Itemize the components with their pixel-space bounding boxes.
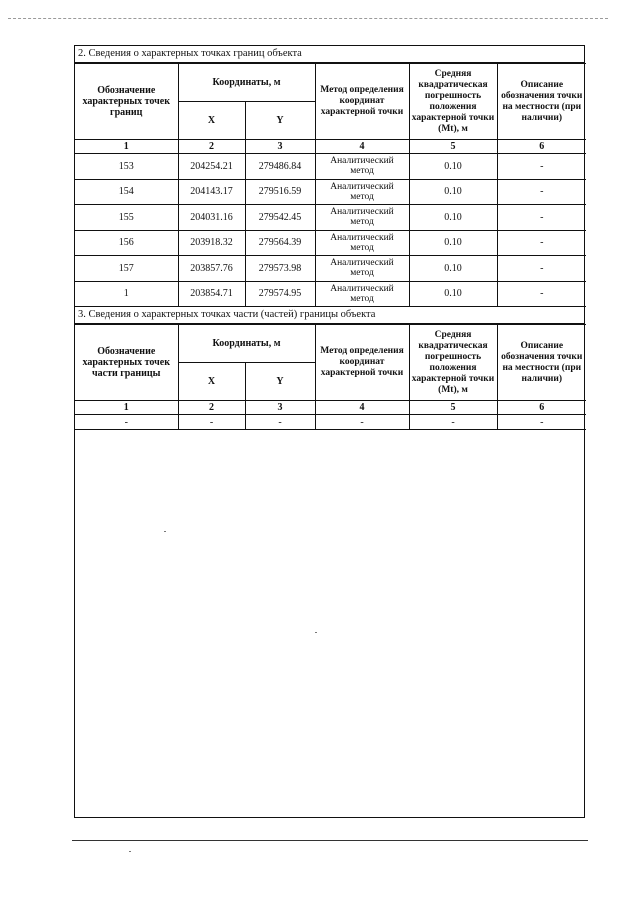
coord-x: 204031.16 <box>178 205 245 231</box>
coord-y: 279516.59 <box>245 179 315 205</box>
point-designation: 157 <box>75 256 178 282</box>
error: 0.10 <box>409 154 497 180</box>
column-numbers-row <box>75 401 586 415</box>
header-designation: Обозначение характерных точек части границы <box>75 325 178 401</box>
point-designation: 156 <box>75 230 178 256</box>
column-number: 4 <box>315 401 409 415</box>
column-number: 1 <box>75 401 178 415</box>
header-x: X <box>178 363 245 401</box>
header-error: Средняя квадратическая погрешность положения характерной точки (Mt), м <box>409 64 497 140</box>
description: - <box>497 154 586 180</box>
column-numbers-row <box>75 140 586 154</box>
header-error: Средняя квадратическая погрешность положения характерной точки (Mt), м <box>409 325 497 401</box>
scan-speck <box>315 632 317 633</box>
header-description: Описание обозначения точки на местности (при наличии) <box>497 325 586 401</box>
part-boundary-points-table <box>75 324 586 430</box>
coord-y: 279486.84 <box>245 154 315 180</box>
description: - <box>497 256 586 282</box>
coord-x: 204254.21 <box>178 154 245 180</box>
header-coordinates: Координаты, м <box>178 64 315 102</box>
header-x: X <box>178 102 245 140</box>
table-row <box>75 179 586 205</box>
header-y: Y <box>245 102 315 140</box>
table-row <box>75 154 586 180</box>
column-number: 2 <box>178 401 245 415</box>
description: - <box>497 415 586 430</box>
header-coordinates: Координаты, м <box>178 325 315 363</box>
error: 0.10 <box>409 256 497 282</box>
point-designation: - <box>75 415 178 430</box>
description: - <box>497 281 586 307</box>
section-3-title: 3. Сведения о характерных точках части (частей) границы объекта <box>75 307 584 324</box>
coord-y: 279542.45 <box>245 205 315 231</box>
header-method: Метод определения координат характерной точки <box>315 325 409 401</box>
method: Аналитический метод <box>315 154 409 180</box>
error: 0.10 <box>409 179 497 205</box>
coord-x: 204143.17 <box>178 179 245 205</box>
boundary-points-table <box>75 63 586 307</box>
coord-y: - <box>245 415 315 430</box>
method: Аналитический метод <box>315 179 409 205</box>
error: 0.10 <box>409 205 497 231</box>
coord-x: 203918.32 <box>178 230 245 256</box>
table-header-row <box>75 64 586 102</box>
coord-x: 203854.71 <box>178 281 245 307</box>
method: Аналитический метод <box>315 205 409 231</box>
error: 0.10 <box>409 281 497 307</box>
description: - <box>497 230 586 256</box>
bottom-page-rule <box>72 840 588 841</box>
method: Аналитический метод <box>315 256 409 282</box>
table-row <box>75 415 586 430</box>
method: Аналитический метод <box>315 281 409 307</box>
table-row <box>75 256 586 282</box>
section-2-title: 2. Сведения о характерных точках границ объекта <box>75 46 584 63</box>
error: - <box>409 415 497 430</box>
table-row <box>75 281 586 307</box>
column-number: 3 <box>245 401 315 415</box>
coord-y: 279564.39 <box>245 230 315 256</box>
table-row <box>75 230 586 256</box>
description: - <box>497 179 586 205</box>
column-number: 1 <box>75 140 178 154</box>
column-number: 4 <box>315 140 409 154</box>
header-description: Описание обозначения точки на местности (при наличии) <box>497 64 586 140</box>
coord-x: 203857.76 <box>178 256 245 282</box>
error: 0.10 <box>409 230 497 256</box>
column-number: 5 <box>409 140 497 154</box>
point-designation: 155 <box>75 205 178 231</box>
coord-y: 279573.98 <box>245 256 315 282</box>
description: - <box>497 205 586 231</box>
top-page-rule <box>8 18 608 19</box>
column-number: 2 <box>178 140 245 154</box>
scan-speck <box>129 851 131 852</box>
column-number: 5 <box>409 401 497 415</box>
method: - <box>315 415 409 430</box>
document-frame <box>74 45 585 818</box>
header-method: Метод определения координат характерной точки <box>315 64 409 140</box>
table-row <box>75 205 586 231</box>
header-designation: Обозначение характерных точек границ <box>75 64 178 140</box>
column-number: 6 <box>497 401 586 415</box>
table-header-row <box>75 325 586 363</box>
coord-y: 279574.95 <box>245 281 315 307</box>
point-designation: 1 <box>75 281 178 307</box>
method: Аналитический метод <box>315 230 409 256</box>
column-number: 3 <box>245 140 315 154</box>
point-designation: 154 <box>75 179 178 205</box>
coord-x: - <box>178 415 245 430</box>
scan-speck <box>164 531 166 532</box>
header-y: Y <box>245 363 315 401</box>
point-designation: 153 <box>75 154 178 180</box>
column-number: 6 <box>497 140 586 154</box>
